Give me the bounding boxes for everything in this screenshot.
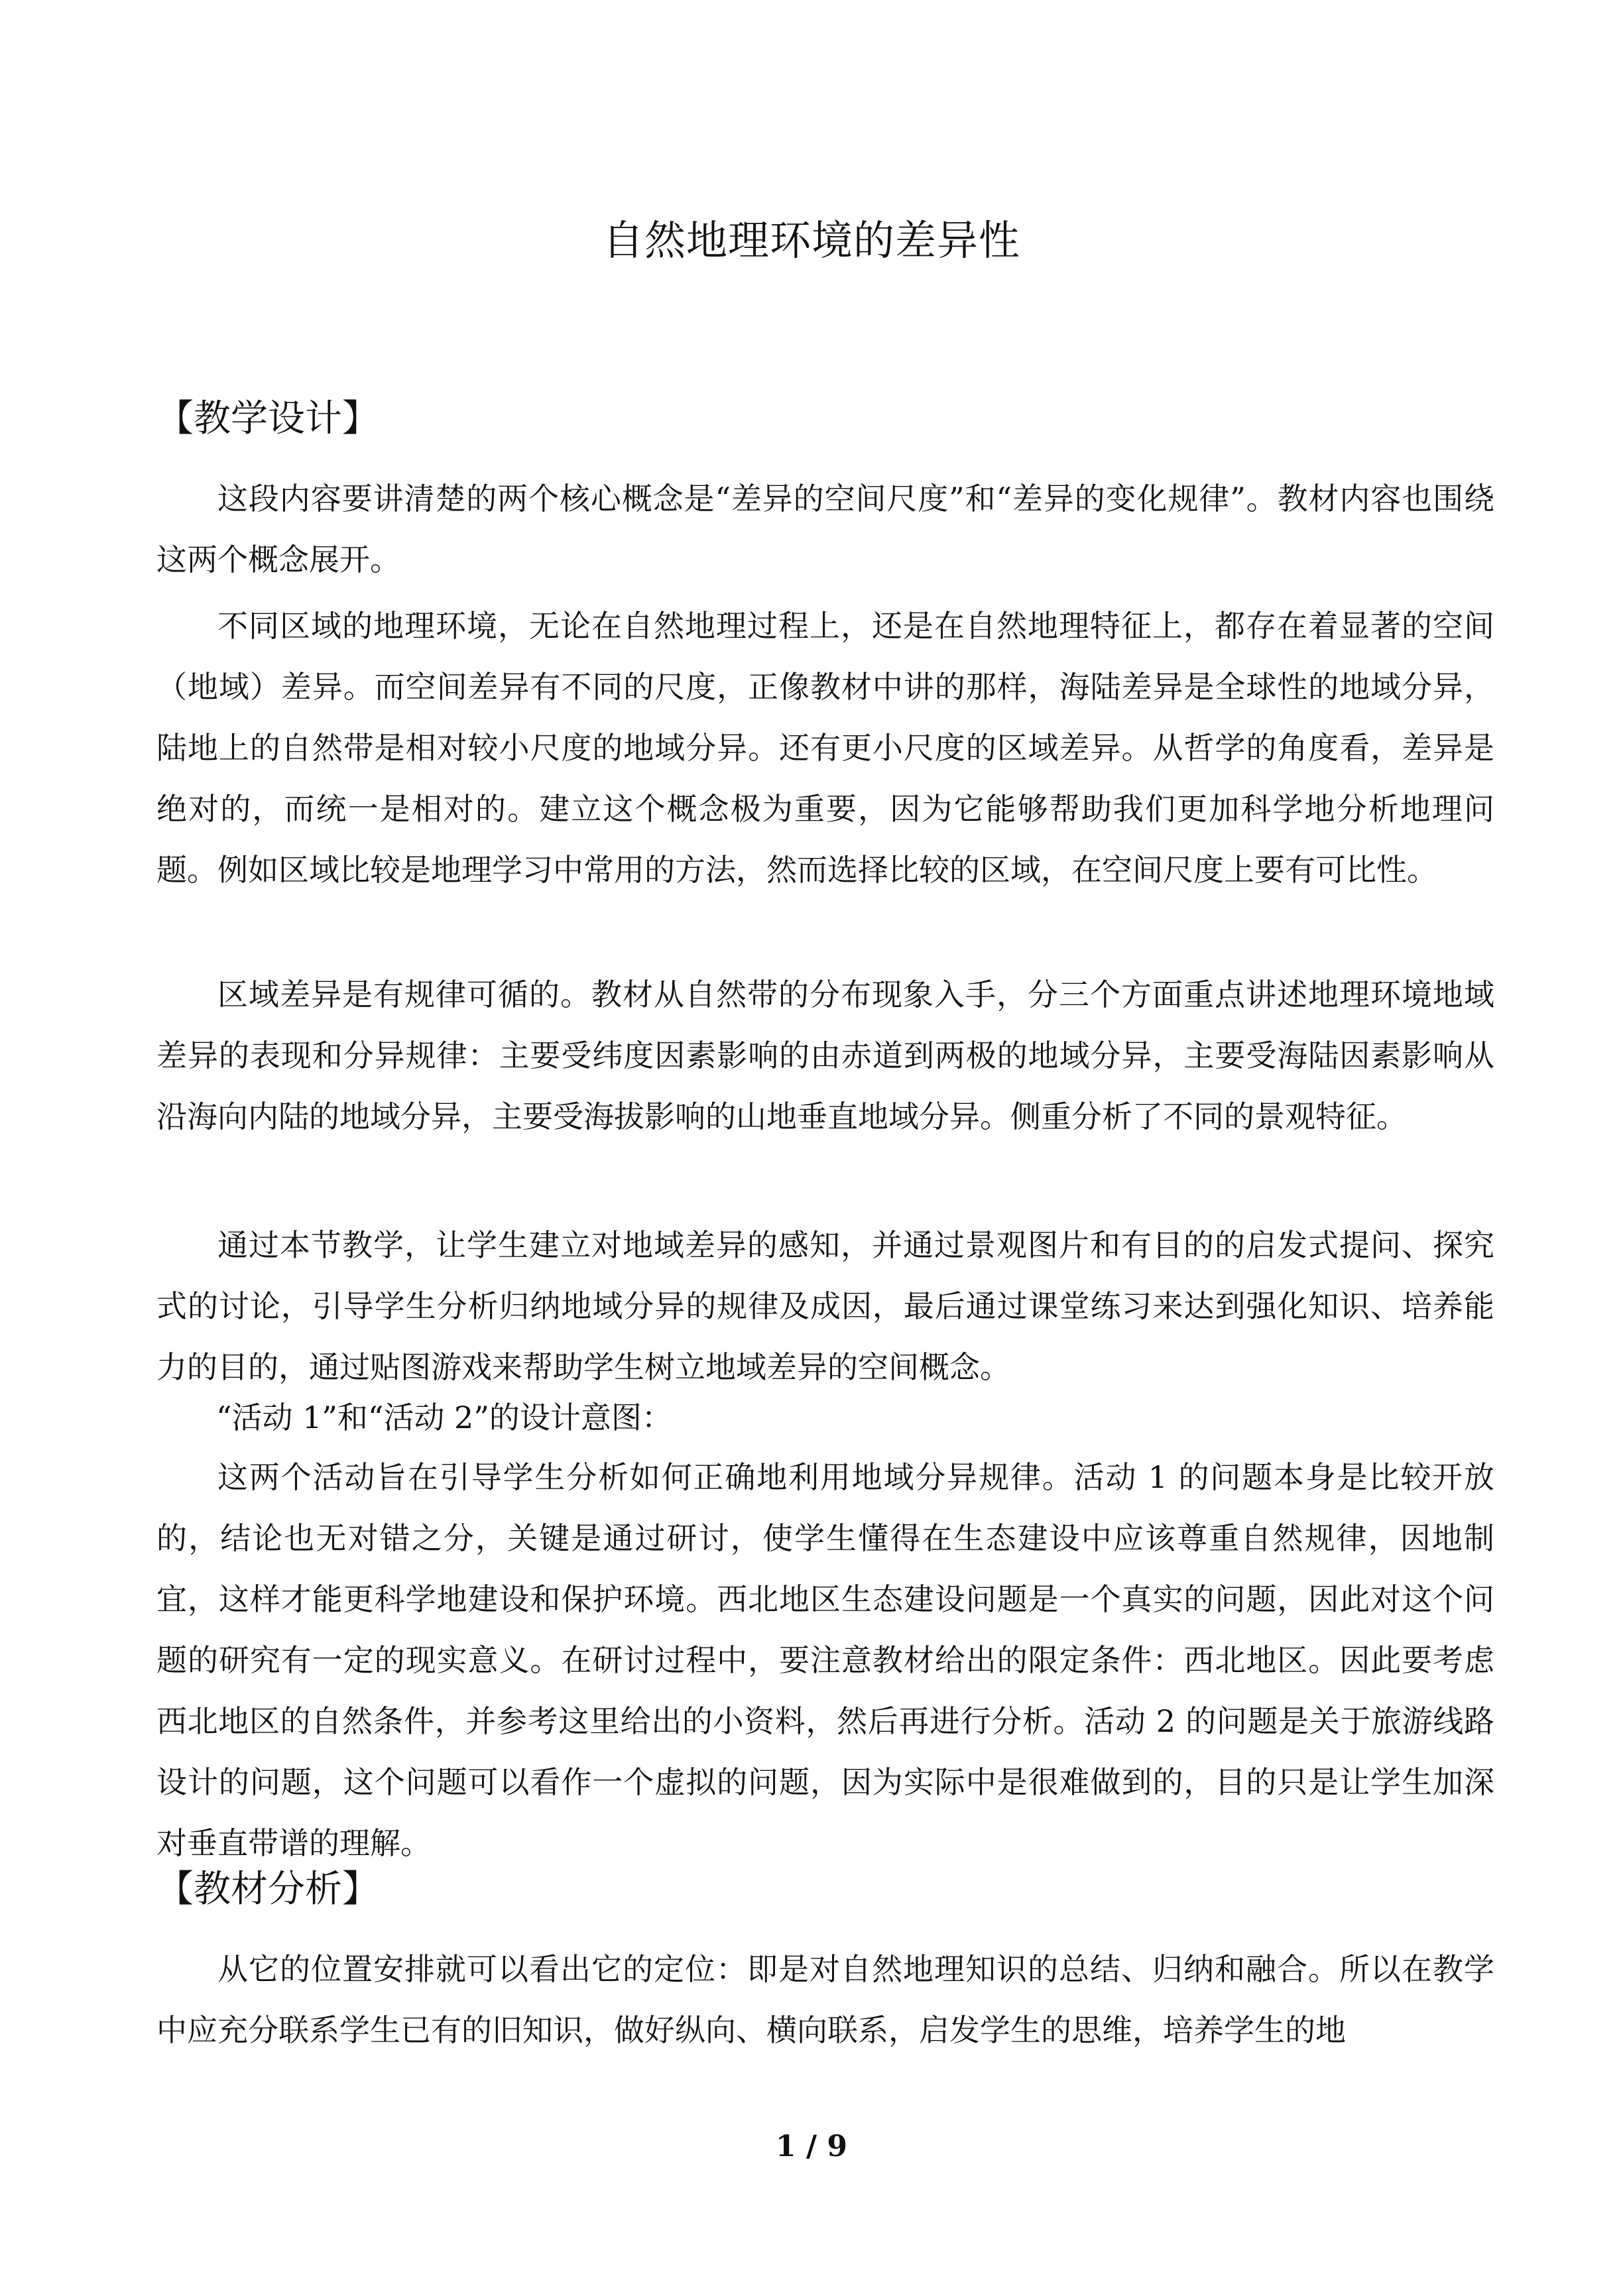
paragraph: 这两个活动旨在引导学生分析如何正确地利用地域分异规律。活动 1 的问题本身是比较开放的，结论也无对错之分，关键是通过研讨，使学生懂得在生态建设中应该尊重自然规律，因地制宜，这样才能更科学地建设和保护环境。西北地区生态建设问题是一个真实的问题，因此对这个问题的研究有一定的现实意义。在研讨过程中，要注意教材给出的限定条件：西北地区。因此要考虑西北地区的自然条件，并参考这里给出的小资料，然后再进行分析。活动 2 的问题是关于旅游线路设计的问题，这个问题可以看作一个虚拟的问题，因为实际中是很难做到的，目的只是让学生加深对垂直带谱的理解。 [156, 1459, 1494, 1861]
page-number: 1 / 9 [776, 2130, 847, 2163]
paragraph: 通过本节教学，让学生建立对地域差异的感知，并通过景观图片和有目的的启发式提问、探究式的讨论，引导学生分析归纳地域分异的规律及成因，最后通过课堂练习来达到强化知识、培养能力的目的，通过贴图游戏来帮助学生树立地域差异的空间概念。 [156, 1227, 1494, 1385]
section-heading-teaching-design: 【教学设计】 [156, 397, 379, 440]
paragraph: 不同区域的地理环境，无论在自然地理过程上，还是在自然地理特征上，都存在着显著的空间（地域）差异。而空间差异有不同的尺度，正像教材中讲的那样，海陆差异是全球性的地域分异，陆地上的自然带是相对较小尺度的地域分异。还有更小尺度的区域差异。从哲学的角度看，差异是绝对的，而统一是相对的。建立这个概念极为重要，因为它能够帮助我们更加科学地分析地理问题。例如区域比较是地理学习中常用的方法，然而选择比较的区域，在空间尺度上要有可比性。 [156, 608, 1494, 888]
paragraph: “活动 1”和“活动 2”的设计意图： [216, 1400, 672, 1435]
document-title: 自然地理环境的差异性 [602, 216, 1020, 265]
paragraph: 从它的位置安排就可以看出它的定位：即是对自然地理知识的总结、归纳和融合。所以在教学中应充分联系学生已有的旧知识，做好纵向、横向联系，启发学生的思维，培养学生的地 [156, 1951, 1494, 2048]
section-heading-textbook-analysis: 【教材分析】 [156, 1868, 379, 1911]
paragraph: 这段内容要讲清楚的两个核心概念是“差异的空间尺度”和“差异的变化规律”。教材内容也围绕这两个概念展开。 [156, 481, 1494, 577]
paragraph: 区域差异是有规律可循的。教材从自然带的分布现象入手，分三个方面重点讲述地理环境地域差异的表现和分异规律：主要受纬度因素影响的由赤道到两极的地域分异，主要受海陆因素影响从沿海向内陆的地域分异，主要受海拔影响的山地垂直地域分异。侧重分析了不同的景观特征。 [156, 977, 1494, 1134]
